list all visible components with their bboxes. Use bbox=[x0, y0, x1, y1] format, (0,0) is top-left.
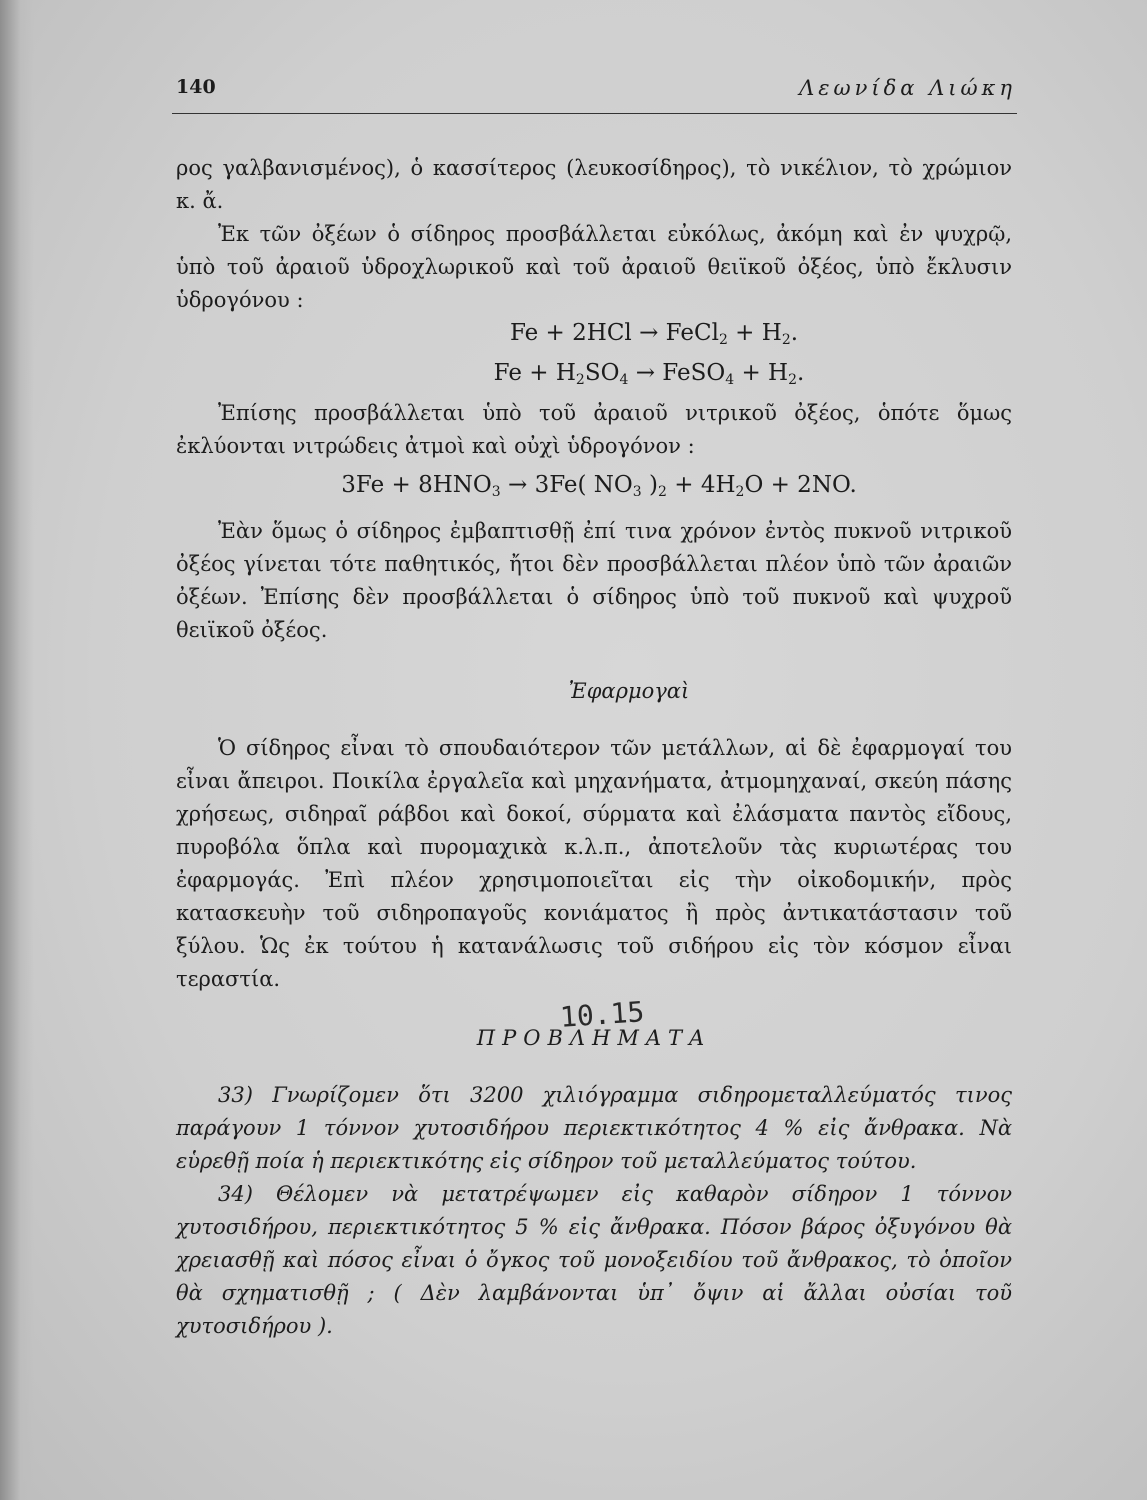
handwritten-note: 10.15 bbox=[558, 995, 646, 1034]
equation-h2so4: $Fe + H_2SO_4$ → FeSO$_4$ + $H_2$. bbox=[493, 360, 805, 388]
page-number: 140 bbox=[176, 76, 216, 98]
paragraph-nitric: Ἐπίσης προσβάλλεται ὑπὸ τοῦ ἀραιοῦ νιτρικοῦ ὀξέος, ὁπότε ὅμως ἐκλύονται νιτρώδεις ἀτμοὶ καὶ οὐχὶ ὑδρογόνον : bbox=[176, 401, 1012, 458]
paragraph-continuation: ρος γαλβανισμένος), ὁ κασσίτερος (λευκοσίδηρος), τὸ νικέλιον, τὸ χρώμιον κ. ἄ. bbox=[176, 156, 1012, 213]
running-head: Λεωνίδα Λιώκη bbox=[799, 76, 1016, 100]
header-rule bbox=[172, 113, 1017, 114]
page-binding-shadow bbox=[0, 0, 34, 1500]
section-heading-problems: ΠΡΟΒΛΗΜΑΤΑ bbox=[476, 1026, 712, 1050]
paragraph-passive: Ἐὰν ὅμως ὁ σίδηρος ἐμβαπτισθῇ ἐπί τινα χρόνον ἐντὸς πυκνοῦ νιτρικοῦ ὀξέος γίνεται τότε παθητικός, ἤτοι δὲν προσβάλλεται πλέον ὑπὸ τῶν ἀραιῶν ὀξέων. Ἐπίσης δὲν προσβάλλεται ὁ σίδηρος ὑπὸ τοῦ πυκνοῦ καὶ ψυχροῦ θειϊκοῦ ὀξέος. bbox=[176, 519, 1012, 642]
problem-34: 34) Θέλομεν νὰ μετατρέψωμεν εἰς καθαρὸν σίδηρον 1 τόννον χυτοσιδήρου, περιεκτικότητος 5 % εἰς ἄνθρακα. Πόσον βάρος ὀξυγόνου θὰ χρειασθῇ καὶ πόσος εἶναι ὁ ὄγκος τοῦ μονοξειδίου τοῦ ἄνθρακος, τὸ ὁποῖον θὰ σχηματισθῇ ; ( Δὲν λαμβάνονται ὑπ᾽ ὄψιν αἱ ἄλλαι οὐσίαι τοῦ χυτοσιδήρου ). bbox=[176, 1182, 1012, 1338]
paragraph-applications: Ὁ σίδηρος εἶναι τὸ σπουδαιότερον τῶν μετάλλων, αἱ δὲ ἐφαρμογαί του εἶναι ἄπειροι. Ποικίλα ἐργαλεῖα καὶ μηχανήματα, ἀτμομηχαναί, σκεύη πάσης χρήσεως, σιδηραῖ ράβδοι καὶ δοκοί, σύρματα καὶ ἐλάσματα παντὸς εἴδους, πυροβόλα ὅπλα καὶ πυρομαχικὰ κ.λ.π., ἀποτελοῦν τὰς κυριωτέρας του ἐφαρμογάς. Ἐπὶ πλέον χρησιμοποιεῖται εἰς τὴν οἰκοδομικήν, πρὸς κατασκευὴν τοῦ σιδηροπαγοῦς κονιάματος ἢ πρὸς ἀντικατάστασιν τοῦ ξύλου. Ὡς ἐκ τούτου ἡ κατανάλωσις τοῦ σιδήρου εἰς τὸν κόσμον εἶναι τεραστία. bbox=[176, 736, 1012, 991]
equation-hno3: $3Fe + 8HNO_3 \to 3Fe$( $NO_3$ )$_2 + 4H_2O + 2NO$. bbox=[341, 472, 857, 500]
equation-hcl: Fe + 2HCl → FeCl$_2$ + $H_2$. bbox=[509, 320, 799, 348]
paragraph-acids: Ἐκ τῶν ὀξέων ὁ σίδηρος προσβάλλεται εὐκόλως, ἀκόμη καὶ ἐν ψυχρῷ, ὑπὸ τοῦ ἀραιοῦ ὑδροχλωρικοῦ καὶ τοῦ ἀραιοῦ θειϊκοῦ ὀξέος, ὑπὸ ἔκλυσιν ὑδρογόνου : bbox=[176, 222, 1012, 312]
page-body bbox=[176, 152, 1012, 1343]
page-header bbox=[176, 76, 1016, 106]
section-heading-applications: Ἐφαρμογαὶ bbox=[568, 679, 690, 703]
problem-33: 33) Γνωρίζομεν ὅτι 3200 χιλιόγραμμα σιδηρομεταλλεύματός τινος παράγουν 1 τόννον χυτοσιδήρου περιεκτικότητος 4 % εἰς ἄνθρακα. Νὰ εὑρεθῇ ποία ἡ περιεκτικότης εἰς σίδηρον τοῦ μεταλλεύματος τούτου. bbox=[176, 1083, 1012, 1173]
